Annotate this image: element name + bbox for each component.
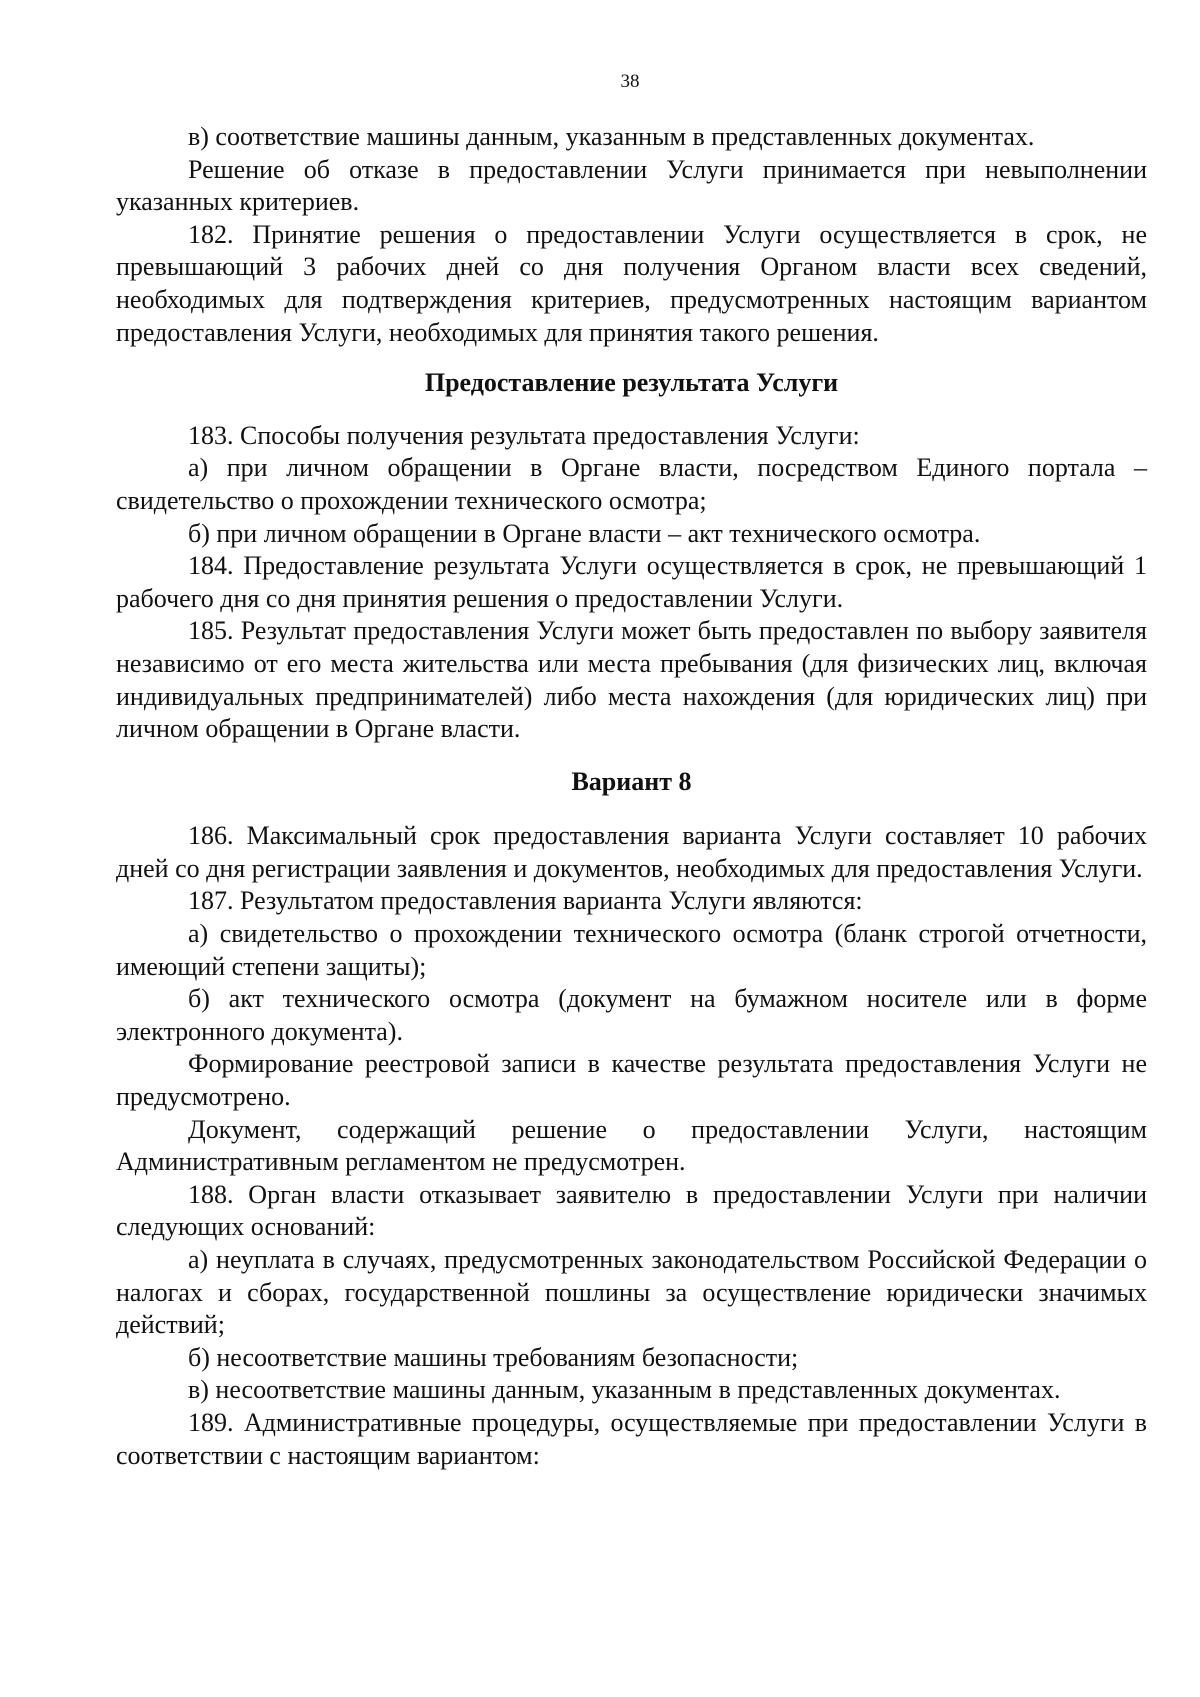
paragraph-187-a: а) свидетельство о прохождении технического осмотра (бланк строгой отчетности, имеющий степени защиты); — [116, 919, 1147, 981]
paragraph-184: 184. Предоставление результата Услуги осуществляется в срок, не превышающий 1 рабочего дня со дня принятия решения о предоставлении Услуги. — [116, 551, 1147, 613]
paragraph-183-b: б) при личном обращении в Органе власти – акт технического осмотра. — [188, 518, 981, 548]
section-title-result: Предоставление результата Услуги — [424, 368, 839, 398]
paragraph-187-b: б) акт технического осмотра (документ на бумажном носителе или в форме электронного документа). — [116, 984, 1147, 1046]
document-body — [116, 121, 1147, 1472]
paragraph-decision-document: Документ, содержащий решение о предоставлении Услуги, настоящим Административным регламентом не предусмотрен. — [116, 1114, 1147, 1177]
paragraph-185: 185. Результат предоставления Услуги может быть предоставлен по выбору заявителя независимо от его места жительства или места пребывания (для физических лиц, включая индивидуальных предпринимателей) либо места нахождения (для юридических лиц) при личном обращении в Органе власти. — [116, 616, 1147, 744]
paragraph-188: 188. Орган власти отказывает заявителю в предоставлении Услуги при наличии следующих оснований: — [116, 1179, 1147, 1242]
paragraph-188-b: б) несоответствие машины требованиям безопасности; — [188, 1342, 799, 1372]
paragraph-183: 183. Способы получения результата предоставления Услуги: — [188, 420, 860, 450]
paragraph-188-a: а) неуплата в случаях, предусмотренных законодательством Российской Федерации о налогах и сборах, государственной пошлины за осуществление юридически значимых действий; — [116, 1245, 1147, 1340]
paragraph-189: 189. Административные процедуры, осуществляемые при предоставлении Услуги в соответствии с настоящим вариантом: — [116, 1407, 1147, 1470]
paragraph-188-v: в) несоответствие машины данным, указанным в представленных документах. — [188, 1375, 1061, 1405]
paragraph-refusal-decision: Решение об отказе в предоставлении Услуги принимается при невыполнении указанных критериев. — [116, 154, 1147, 217]
paragraph-registry-record: Формирование реестровой записи в качестве результата предоставления Услуги не предусмотрено. — [116, 1049, 1147, 1112]
page-number: 38 — [620, 71, 640, 92]
paragraph-182: 182. Принятие решения о предоставлении Услуги осуществляется в срок, не превышающий 3 рабочих дней со дня получения Органом власти всех сведений, необходимых для подтверждения критериев, предусмотренных настоящим вариантом предоставления Услуги, необходимых для принятия такого решения. — [116, 219, 1147, 347]
section-title-variant-8: Вариант 8 — [571, 766, 692, 796]
paragraph-187: 187. Результатом предоставления варианта Услуги являются: — [188, 886, 863, 916]
paragraph-criterion-v: в) соответствие машины данным, указанным в представленных документах. — [188, 122, 1035, 151]
paragraph-186: 186. Максимальный срок предоставления варианта Услуги составляет 10 рабочих дней со дня регистрации заявления и документов, необходимых для предоставления Услуги. — [116, 821, 1147, 883]
paragraph-183-a: а) при личном обращении в Органе власти, посредством Единого портала – свидетельство о прохождении технического осмотра; — [116, 453, 1147, 515]
